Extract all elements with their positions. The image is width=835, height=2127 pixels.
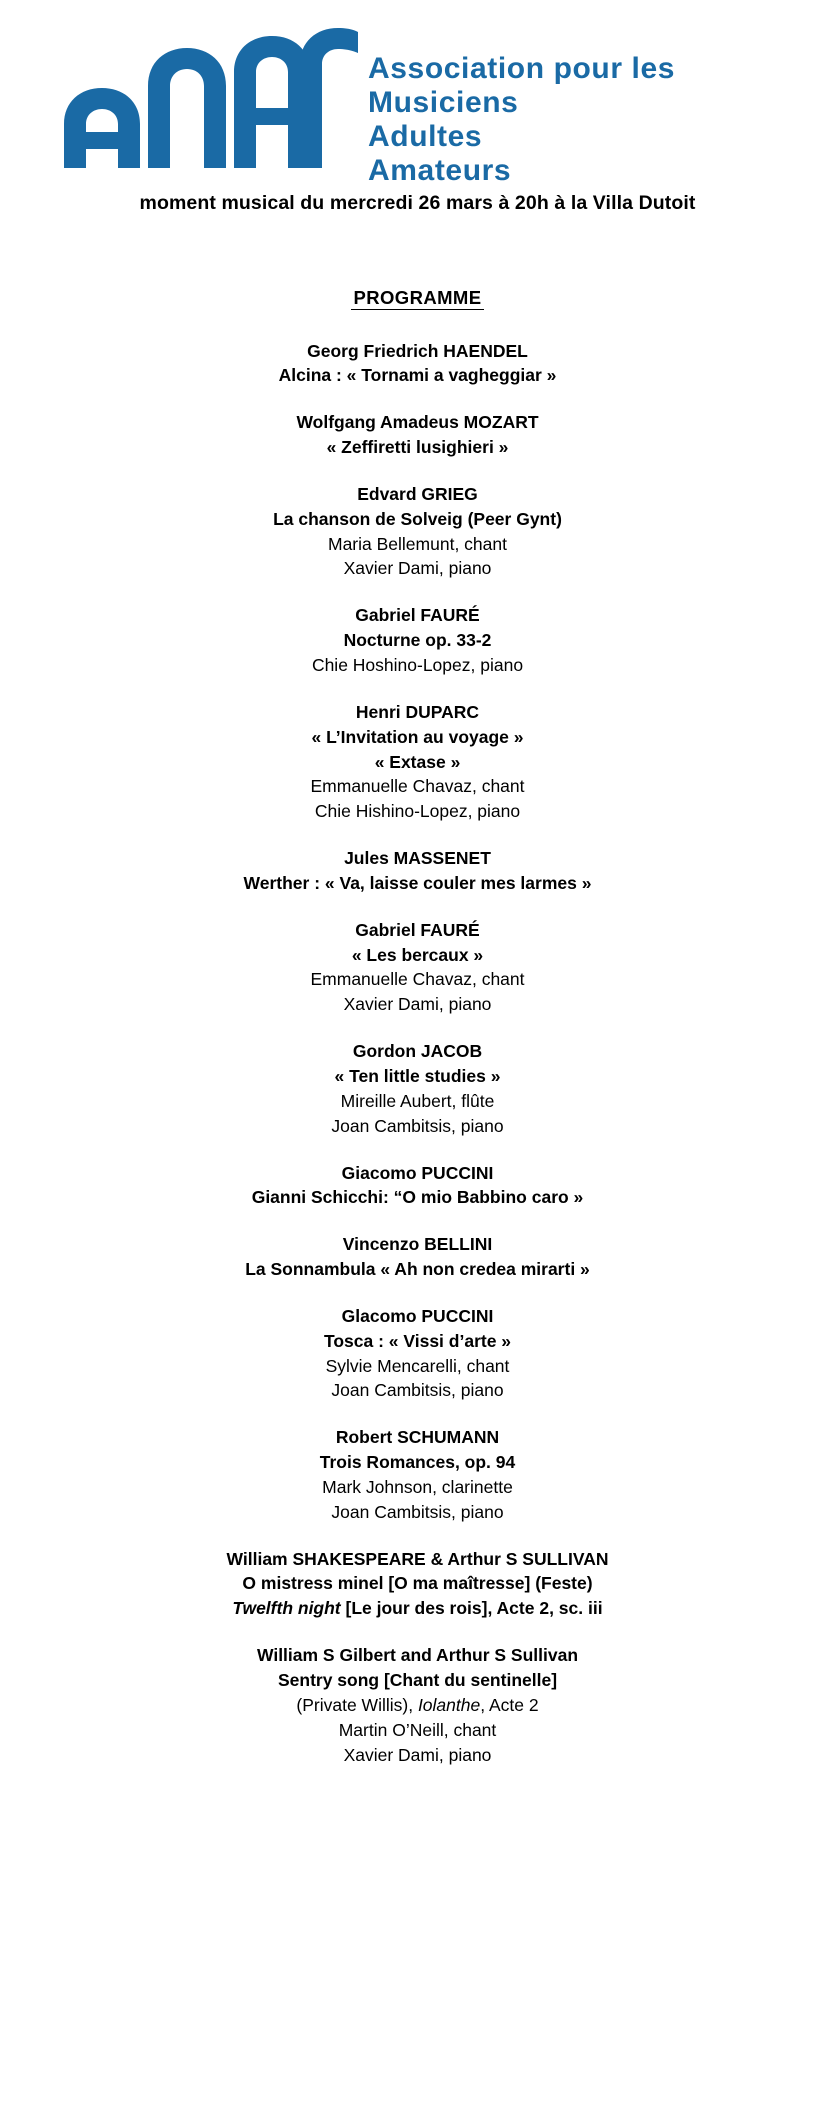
work-line: Sentry song [Chant du sentinelle] bbox=[277, 1670, 558, 1690]
work-line: Joan Cambitsis, piano bbox=[331, 1501, 504, 1522]
programme-item bbox=[0, 410, 835, 460]
work-line: O mistress minel [O ma maîtresse] (Feste) bbox=[242, 1573, 593, 1594]
work-title-rest: [Le jour des rois], Acte 2, sc. iii bbox=[345, 1598, 603, 1619]
composer-name: Robert SCHUMANN bbox=[335, 1427, 500, 1448]
org-line-4: Amateurs bbox=[368, 153, 512, 187]
work-line: « Extase » bbox=[374, 751, 461, 772]
programme-item bbox=[0, 1232, 835, 1282]
work-line: Gianni Schicchi: “O mio Babbino caro » bbox=[251, 1187, 584, 1208]
work-line: Joan Cambitsis, piano bbox=[331, 1115, 504, 1136]
composer-name: Glacomo PUCCINI bbox=[341, 1305, 494, 1326]
composer-name: Gabriel FAURÉ bbox=[355, 919, 480, 940]
work-line: Emmanuelle Chavaz, chant bbox=[310, 776, 525, 797]
page-title bbox=[0, 287, 835, 309]
work-line: Emmanuelle Chavaz, chant bbox=[310, 969, 525, 990]
work-title-italic: Twelfth night bbox=[232, 1598, 346, 1619]
programme-item bbox=[0, 918, 835, 1017]
work-line bbox=[0, 1693, 835, 1718]
work-line: Chie Hoshino-Lopez, piano bbox=[311, 655, 524, 675]
work-line bbox=[0, 1596, 835, 1621]
composer-name: Wolfgang Amadeus MOZART bbox=[296, 412, 539, 433]
programme-item bbox=[0, 482, 835, 581]
work-line: Martin O’Neill, chant bbox=[338, 1719, 497, 1740]
composer-name: William S Gilbert and Arthur S Sullivan bbox=[256, 1645, 579, 1666]
programme-item bbox=[0, 1039, 835, 1138]
event-subtitle: moment musical du mercredi 26 mars à 20h à la Villa Dutoit bbox=[139, 191, 696, 214]
org-line-2: Musiciens bbox=[368, 85, 519, 119]
work-line: « Zeffiretti lusighieri » bbox=[326, 437, 509, 458]
work-line: Mark Johnson, clarinette bbox=[322, 1476, 513, 1497]
composer-name: Edvard GRIEG bbox=[357, 483, 478, 504]
work-line: Xavier Dami, piano bbox=[343, 994, 492, 1015]
role-text: (Private Willis), bbox=[296, 1694, 418, 1715]
programme-item bbox=[0, 1643, 835, 1767]
bottom-spacer bbox=[0, 1789, 835, 1829]
programme-item bbox=[0, 339, 835, 389]
work-line: « Ten little studies » bbox=[334, 1065, 501, 1086]
composer-name: Jules MASSENET bbox=[344, 848, 491, 869]
work-line: Nocturne op. 33-2 bbox=[343, 630, 492, 651]
composer-name: Georg Friedrich HAENDEL bbox=[307, 340, 528, 361]
programme-item bbox=[0, 603, 835, 678]
programme-item bbox=[0, 1304, 835, 1403]
composer-name: Henri DUPARC bbox=[355, 701, 480, 722]
org-line-3: Adultes bbox=[368, 119, 483, 153]
work-line: Tosca : « Vissi d’arte » bbox=[323, 1330, 512, 1351]
work-line: « L’Invitation au voyage » bbox=[311, 726, 524, 747]
work-line: La chanson de Solveig (Peer Gynt) bbox=[273, 508, 562, 529]
programme-item bbox=[0, 1161, 835, 1211]
act-text: , Acte 2 bbox=[480, 1694, 539, 1715]
programme-item bbox=[0, 1425, 835, 1524]
work-line: Alcina : « Tornami a vagheggiar » bbox=[278, 365, 557, 386]
programme-item bbox=[0, 846, 835, 896]
work-line: « Les bercaux » bbox=[351, 944, 484, 965]
composer-name: Giacomo PUCCINI bbox=[341, 1162, 494, 1183]
page-title-text: PROGRAMME bbox=[351, 287, 485, 310]
work-line: Chie Hishino-Lopez, piano bbox=[314, 801, 521, 822]
work-line: Joan Cambitsis, piano bbox=[331, 1380, 504, 1401]
composer-name: Gordon JACOB bbox=[352, 1041, 483, 1062]
work-line: Mireille Aubert, flûte bbox=[340, 1090, 495, 1111]
work-line: Sylvie Mencarelli, chant bbox=[325, 1355, 510, 1376]
composer-name: William SHAKESPEARE & Arthur S SULLIVAN bbox=[226, 1548, 609, 1569]
composer-name: Vincenzo BELLINI bbox=[342, 1234, 493, 1255]
composer-name: Gabriel FAURÉ bbox=[355, 605, 480, 626]
amaa-logo-icon bbox=[58, 28, 358, 173]
work-line: Werther : « Va, laisse couler mes larmes » bbox=[243, 872, 592, 893]
org-line-1: Association pour les bbox=[368, 52, 676, 85]
programme-list bbox=[0, 339, 835, 1768]
work-line: Trois Romances, op. 94 bbox=[319, 1452, 516, 1473]
programme-item bbox=[0, 700, 835, 824]
work-title-italic: Iolanthe bbox=[417, 1694, 481, 1715]
work-line: La Sonnambula « Ah non credea mirarti » bbox=[245, 1259, 590, 1280]
work-line: Xavier Dami, piano bbox=[343, 1744, 492, 1765]
work-line: Maria Bellemunt, chant bbox=[328, 533, 507, 554]
work-line: Xavier Dami, piano bbox=[343, 558, 492, 579]
logo-row bbox=[0, 26, 835, 188]
organisation-name bbox=[368, 26, 675, 188]
page-header bbox=[0, 0, 835, 215]
programme-item bbox=[0, 1547, 835, 1622]
